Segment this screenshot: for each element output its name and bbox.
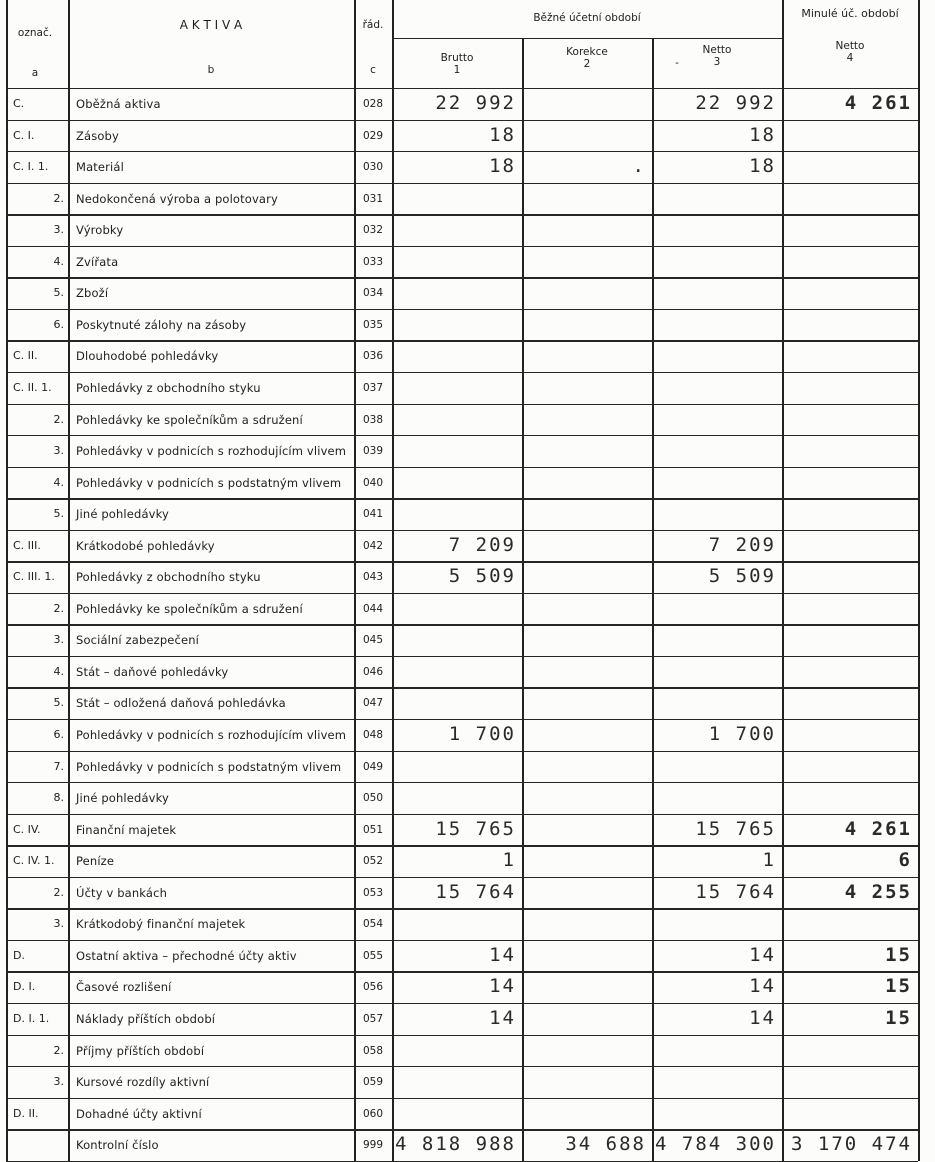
row-rule xyxy=(6,151,918,152)
row-name: Kontrolní číslo xyxy=(76,1138,159,1153)
row-rad: 032 xyxy=(362,224,384,237)
row-rad: 031 xyxy=(362,192,384,205)
row-rule xyxy=(6,1035,918,1036)
row-rad: 050 xyxy=(362,792,384,805)
row-rad: 040 xyxy=(362,476,384,489)
row-oznac: C. IV. 1. xyxy=(13,854,55,868)
header-brutto-no: 1 xyxy=(453,64,461,76)
row-rule xyxy=(6,908,918,909)
row-netto: 5 509 xyxy=(708,565,776,588)
row-rad: 048 xyxy=(362,729,384,741)
header-oznac-letter: a xyxy=(31,67,39,79)
row-rad: 054 xyxy=(362,918,384,931)
row-rule xyxy=(6,435,918,436)
row-brutto: 1 xyxy=(502,849,516,872)
row-korekce: . xyxy=(632,155,646,178)
row-rad: 045 xyxy=(362,634,384,647)
row-rule xyxy=(6,246,918,247)
row-brutto: 15 765 xyxy=(435,817,516,840)
row-name: Jiné pohledávky xyxy=(76,791,169,806)
row-brutto: 14 xyxy=(489,975,516,998)
column-rule xyxy=(522,38,524,1161)
row-rule xyxy=(6,214,918,215)
row-rule xyxy=(6,687,918,688)
row-rule xyxy=(6,719,918,720)
row-name: Pohledávky ke společníkům a sdružení xyxy=(76,601,303,616)
row-netto: 1 xyxy=(762,849,776,872)
row-oznac: 2. xyxy=(53,1043,64,1057)
row-rule xyxy=(6,309,918,310)
row-rad: 056 xyxy=(362,981,384,994)
row-oznac: 2. xyxy=(53,412,64,426)
row-rule xyxy=(6,940,918,941)
row-name: Oběžná aktiva xyxy=(76,97,161,111)
row-oznac: 3. xyxy=(53,1075,64,1089)
row-brutto: 7 209 xyxy=(448,533,516,556)
row-rad: 049 xyxy=(362,760,384,773)
header-netto-previous xyxy=(782,40,918,64)
row-netto: 14 xyxy=(749,943,776,966)
header-aktiva-letter: b xyxy=(207,64,215,76)
row-rule xyxy=(6,656,918,657)
row-rad: 042 xyxy=(362,539,384,552)
header-netto-previous-label: Netto xyxy=(835,40,865,52)
row-rule xyxy=(6,277,918,278)
row-oznac: D. xyxy=(13,948,25,962)
row-oznac: 5. xyxy=(53,507,64,521)
row-name: Zboží xyxy=(76,286,109,301)
row-rule xyxy=(6,814,918,815)
row-rad: 028 xyxy=(362,98,384,110)
row-netto-previous: 15 xyxy=(885,975,912,998)
header-netto-mark: - xyxy=(675,57,679,69)
row-rule xyxy=(6,1098,918,1099)
column-rule xyxy=(6,0,8,1161)
row-name: Kursové rozdíly aktivní xyxy=(76,1075,210,1090)
row-name: Krátkodobý finanční majetek xyxy=(76,917,246,932)
row-oznac: 4. xyxy=(53,475,64,489)
row-name: Dlouhodobé pohledávky xyxy=(76,349,219,364)
row-rule xyxy=(6,530,918,531)
row-name: Pohledávky z obchodního styku xyxy=(76,380,261,395)
header-netto-label: Netto xyxy=(702,44,732,56)
row-rad: 030 xyxy=(362,161,384,174)
row-name: Nedokončená výroba a polotovary xyxy=(76,191,278,206)
row-rad: 047 xyxy=(362,697,384,710)
row-netto-previous: 6 xyxy=(898,849,912,872)
row-rad: 038 xyxy=(362,413,384,426)
row-name: Dohadné účty aktivní xyxy=(76,1106,202,1121)
row-brutto: 22 992 xyxy=(435,92,516,114)
row-oznac: C. II. 1. xyxy=(13,380,52,394)
row-rule xyxy=(6,467,918,468)
row-brutto: 14 xyxy=(489,943,516,966)
row-oznac: C. I. xyxy=(13,128,35,142)
row-brutto: 18 xyxy=(489,155,516,178)
row-name: Sociální zabezpečení xyxy=(76,633,199,648)
row-oznac: C. xyxy=(13,97,25,110)
row-name: Příjmy příštích období xyxy=(76,1043,205,1058)
row-rad: 060 xyxy=(362,1107,384,1120)
row-rad: 055 xyxy=(362,949,384,962)
header-rule xyxy=(392,38,782,39)
row-name: Účty v bankách xyxy=(76,885,168,900)
row-brutto: 14 xyxy=(489,1006,516,1029)
row-oznac: C. IV. xyxy=(13,822,41,836)
row-netto: 18 xyxy=(749,123,776,146)
row-oznac: D. II. xyxy=(13,1106,39,1120)
row-rad: 036 xyxy=(362,350,384,363)
header-current-period: Běžné účetní období xyxy=(533,12,641,24)
row-netto: 15 765 xyxy=(695,817,776,840)
row-netto: 4 784 300 xyxy=(655,1133,776,1156)
row-netto: 14 xyxy=(749,1006,776,1029)
column-rule xyxy=(918,0,920,1161)
row-name: Pohledávky v podnicích s podstatným vlivem xyxy=(76,759,342,774)
row-rad: 999 xyxy=(362,1139,384,1152)
row-rad: 057 xyxy=(362,1012,384,1025)
row-rule xyxy=(6,88,918,89)
row-rad: 053 xyxy=(362,886,384,899)
row-name: Materiál xyxy=(76,160,124,175)
header-netto-no: 3 xyxy=(713,56,721,68)
row-oznac: 2. xyxy=(53,885,64,899)
header-rad: řád. xyxy=(362,19,384,31)
row-rule xyxy=(6,877,918,878)
row-netto-previous: 15 xyxy=(885,943,912,966)
row-oznac: 6. xyxy=(53,728,64,741)
row-oznac: 7. xyxy=(53,759,64,773)
row-netto: 7 209 xyxy=(708,533,776,556)
row-rad: 034 xyxy=(362,287,384,300)
row-rad: 033 xyxy=(362,255,384,268)
row-rule xyxy=(6,1066,918,1067)
row-name: Pohledávky v podnicích s rozhodujícím vlivem xyxy=(76,728,347,742)
row-name: Poskytnuté zálohy na zásoby xyxy=(76,317,247,332)
row-oznac: 2. xyxy=(53,191,64,205)
header-aktiva: A K T I V A xyxy=(179,18,243,32)
row-rad: 029 xyxy=(362,129,384,142)
row-oznac: 8. xyxy=(53,791,64,805)
row-rule xyxy=(6,751,918,752)
row-oznac: 2. xyxy=(53,601,64,615)
row-rad: 059 xyxy=(362,1076,384,1089)
row-oznac: 3. xyxy=(53,444,64,458)
row-rad: 035 xyxy=(362,318,384,331)
row-name: Zvířata xyxy=(76,254,119,269)
row-rule xyxy=(6,593,918,594)
row-name: Výrobky xyxy=(76,223,124,238)
row-korekce: 34 688 xyxy=(565,1133,646,1156)
row-name: Pohledávky v podnicích s podstatným vlivem xyxy=(76,475,342,490)
row-oznac: 4. xyxy=(53,664,64,678)
row-netto: 14 xyxy=(749,975,776,998)
row-rule xyxy=(6,120,918,121)
row-name: Časové rozlišení xyxy=(76,980,172,995)
row-netto-previous: 4 261 xyxy=(844,817,912,840)
row-rule xyxy=(6,971,918,972)
header-rad-letter: c xyxy=(370,64,376,76)
row-oznac: 4. xyxy=(53,254,64,268)
row-name: Pohledávky z obchodního styku xyxy=(76,570,261,585)
row-oznac: 3. xyxy=(53,917,64,931)
row-rad: 052 xyxy=(362,855,384,868)
row-oznac: C. II. xyxy=(13,349,38,363)
header-korekce-label: Korekce xyxy=(566,46,608,58)
row-oznac: C. III. 1. xyxy=(13,570,55,584)
row-netto: 18 xyxy=(749,155,776,178)
row-name: Pohledávky ke společníkům a sdružení xyxy=(76,412,303,427)
row-name: Stát – odložená daňová pohledávka xyxy=(76,696,286,711)
row-rule xyxy=(6,561,918,562)
row-netto-previous: 4 255 xyxy=(844,880,912,903)
row-oznac: 3. xyxy=(53,223,64,237)
header-brutto xyxy=(392,52,522,76)
header-netto-previous-no: 4 xyxy=(846,52,854,64)
row-rad: 037 xyxy=(362,381,384,394)
row-netto: 15 764 xyxy=(695,880,776,903)
row-name: Finanční majetek xyxy=(76,822,177,837)
header-korekce xyxy=(522,46,652,70)
row-brutto: 15 764 xyxy=(435,880,516,903)
row-netto: 1 700 xyxy=(708,723,776,745)
row-rule xyxy=(6,845,918,846)
row-rule xyxy=(6,782,918,783)
row-rule xyxy=(6,1129,918,1130)
row-netto-previous: 15 xyxy=(885,1006,912,1029)
row-name: Náklady příštích období xyxy=(76,1011,216,1026)
row-oznac: C. I. 1. xyxy=(13,160,49,174)
row-rad: 051 xyxy=(362,823,384,836)
column-rule xyxy=(68,0,70,1161)
row-oznac: D. I. xyxy=(13,980,36,994)
row-brutto: 1 700 xyxy=(448,723,516,745)
row-netto: 22 992 xyxy=(695,92,776,114)
row-rule xyxy=(6,183,918,184)
row-brutto: 18 xyxy=(489,123,516,146)
row-rad: 043 xyxy=(362,571,384,584)
row-name: Zásoby xyxy=(76,128,119,143)
row-rule xyxy=(6,372,918,373)
row-rad: 044 xyxy=(362,602,384,615)
row-rad: 039 xyxy=(362,445,384,458)
row-name: Ostatní aktiva – přechodné účty aktiv xyxy=(76,948,297,963)
row-oznac: 6. xyxy=(53,317,64,331)
row-rad: 058 xyxy=(362,1044,384,1057)
row-oznac: 3. xyxy=(53,633,64,647)
header-previous-period: Minulé úč. období xyxy=(801,7,899,20)
header-brutto-label: Brutto xyxy=(440,52,474,64)
row-rad: 046 xyxy=(362,665,384,678)
row-oznac: C. III. xyxy=(13,538,41,552)
row-netto-previous: 3 170 474 xyxy=(791,1133,912,1156)
row-name: Pohledávky v podnicích s rozhodujícím vlivem xyxy=(76,444,347,459)
row-name: Jiné pohledávky xyxy=(76,507,169,522)
row-rule xyxy=(6,624,918,625)
row-rad: 041 xyxy=(362,508,384,521)
row-oznac: D. I. 1. xyxy=(13,1011,50,1025)
row-rule xyxy=(6,340,918,341)
row-oznac: 5. xyxy=(53,696,64,710)
header-oznac: označ. xyxy=(17,27,53,39)
row-oznac: 5. xyxy=(53,286,64,300)
row-netto-previous: 4 261 xyxy=(844,92,912,114)
row-brutto: 4 818 988 xyxy=(395,1133,516,1156)
row-name: Krátkodobé pohledávky xyxy=(76,538,215,553)
row-name: Peníze xyxy=(76,854,115,869)
row-rule xyxy=(6,404,918,405)
row-brutto: 5 509 xyxy=(448,565,516,588)
row-rule xyxy=(6,498,918,499)
row-name: Stát – daňové pohledávky xyxy=(76,664,229,679)
header-korekce-no: 2 xyxy=(583,58,591,70)
row-rule xyxy=(6,1003,918,1004)
